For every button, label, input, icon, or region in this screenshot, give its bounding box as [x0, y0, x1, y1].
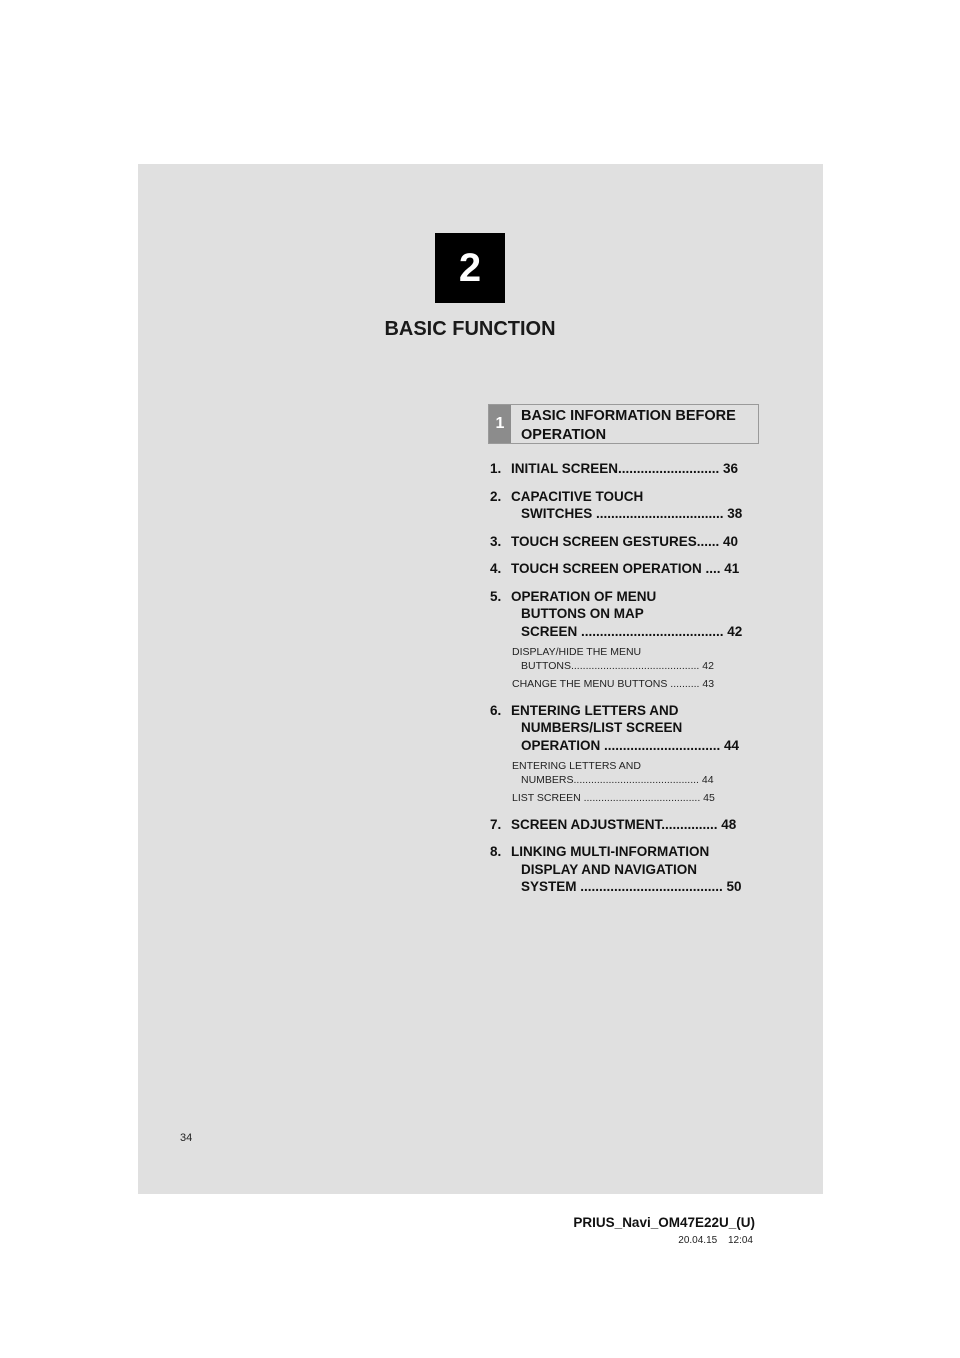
table-of-contents	[490, 460, 760, 906]
toc-entry-number: 7.	[490, 816, 502, 832]
toc-entry-number: 4.	[490, 561, 502, 576]
page-number: 34	[180, 1132, 193, 1144]
chapter-title: BASIC FUNCTION	[384, 318, 556, 340]
toc-entry[interactable]	[490, 816, 760, 834]
toc-entry[interactable]	[490, 843, 760, 896]
chapter-number: 2	[458, 245, 482, 290]
toc-subentry[interactable]: DISPLAY/HIDE THE MENU BUTTONS............................................ 42	[512, 646, 714, 672]
toc-entry[interactable]	[490, 488, 760, 523]
section-number: 1	[489, 405, 511, 443]
toc-entry-text: CAPACITIVE TOUCH SWITCHES .................................. 38	[511, 488, 743, 521]
toc-entry-number: 2.	[490, 488, 502, 504]
toc-entry[interactable]	[490, 560, 760, 578]
document-code: PRIUS_Navi_OM47E22U_(U)	[573, 1215, 755, 1230]
section-header	[488, 404, 759, 444]
section-title: BASIC INFORMATION BEFORE OPERATION	[521, 408, 736, 443]
toc-entry-number: 3.	[490, 533, 502, 549]
toc-entry-text: OPERATION OF MENU BUTTONS ON MAP SCREEN ...................................... 42	[511, 588, 743, 639]
toc-entry-number: 1.	[490, 461, 502, 476]
toc-entry-text: TOUCH SCREEN OPERATION .... 41	[511, 561, 740, 576]
toc-entry-text: TOUCH SCREEN GESTURES...... 40	[511, 533, 739, 549]
toc-entry[interactable]	[490, 533, 760, 551]
toc-subentry[interactable]: CHANGE THE MENU BUTTONS .......... 43	[512, 678, 715, 690]
toc-entry-text: INITIAL SCREEN........................... 36	[511, 461, 739, 476]
toc-entry[interactable]	[490, 460, 760, 478]
chapter-number-box	[435, 233, 505, 303]
timestamp: 20.04.15 12:04	[678, 1235, 753, 1246]
toc-subentry[interactable]: LIST SCREEN ........................................ 45	[512, 792, 715, 804]
toc-entry-number: 8.	[490, 844, 502, 859]
toc-entry-number: 6.	[490, 702, 502, 718]
toc-entry-text: LINKING MULTI-INFORMATION DISPLAY AND NAVIGATION SYSTEM ...................................... 50	[511, 844, 742, 894]
toc-entry[interactable]	[490, 588, 760, 692]
toc-subentry[interactable]: ENTERING LETTERS AND NUMBERS........................................... 44	[512, 760, 714, 786]
toc-entry[interactable]	[490, 702, 760, 806]
toc-entry-text: ENTERING LETTERS AND NUMBERS/LIST SCREEN OPERATION ............................... 44	[511, 702, 740, 753]
toc-entry-number: 5.	[490, 588, 502, 604]
toc-entry-text: SCREEN ADJUSTMENT............... 48	[511, 816, 737, 832]
